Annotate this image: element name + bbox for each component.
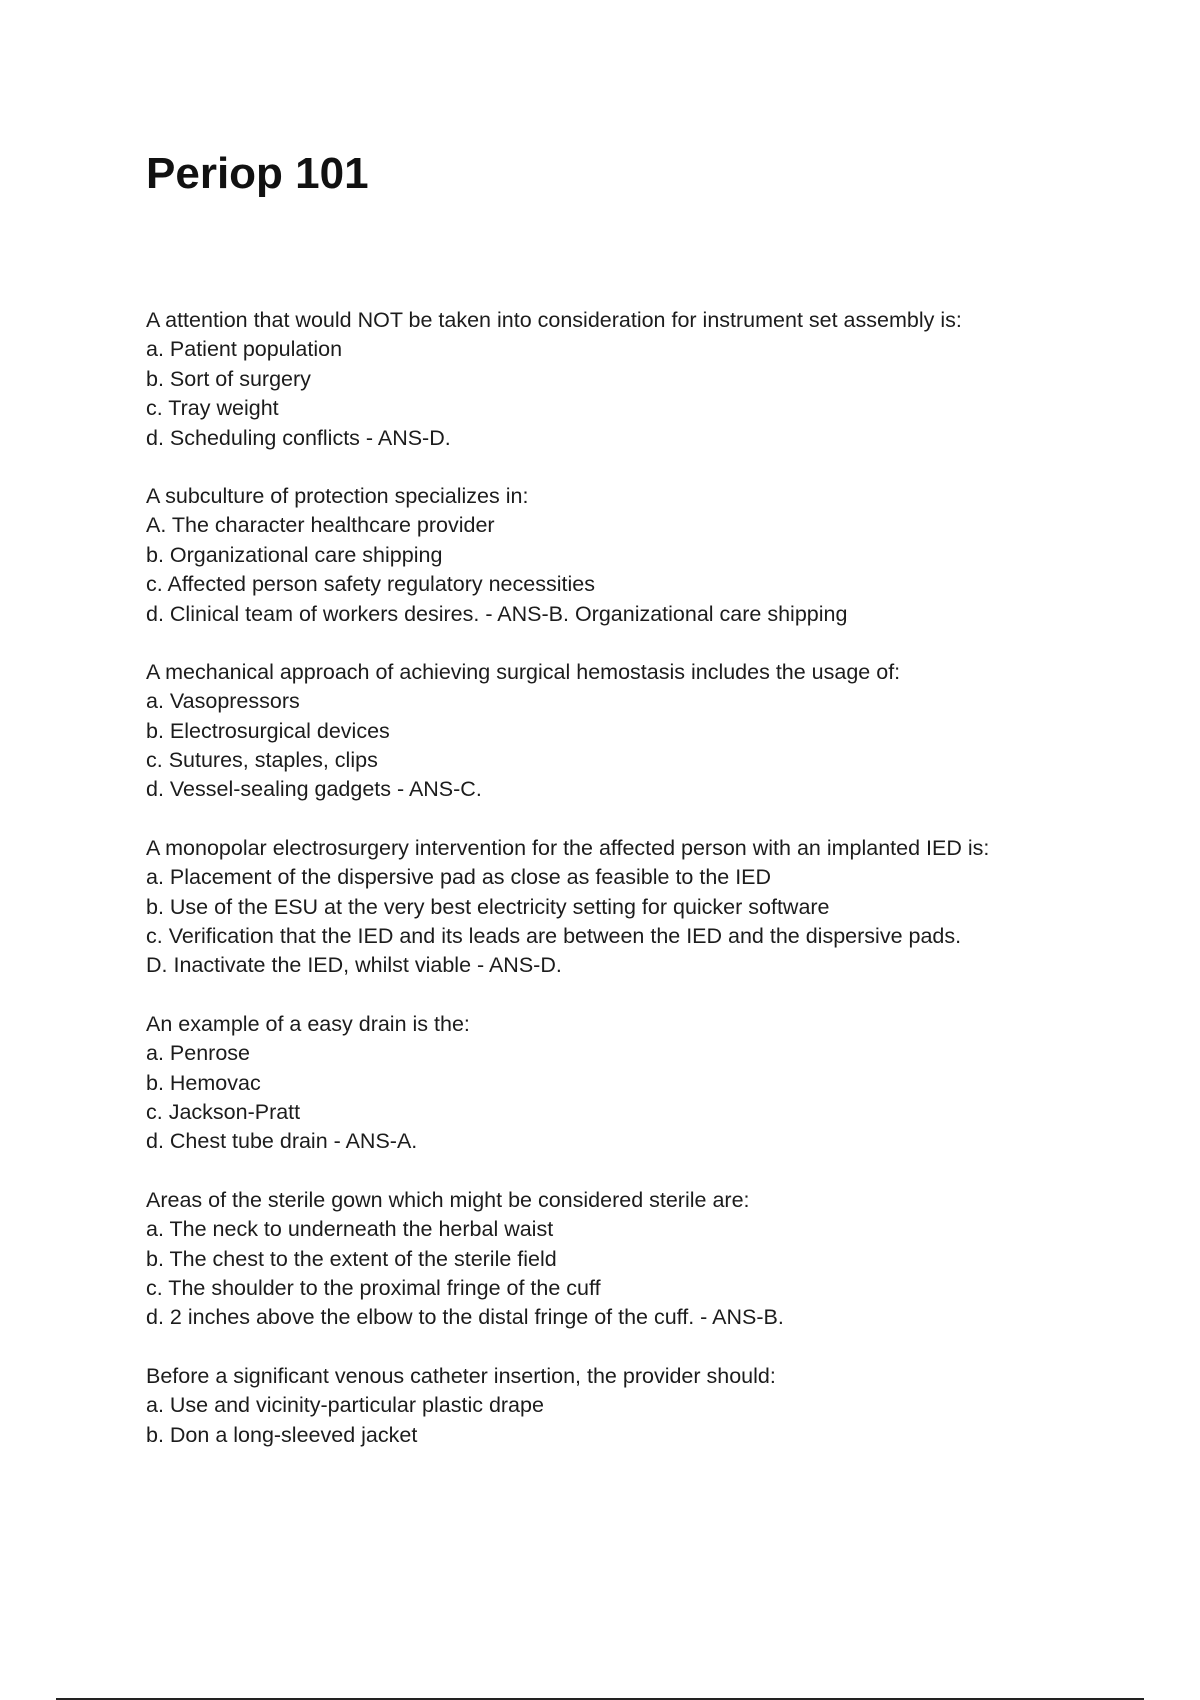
answer-option: c. Jackson-Pratt [146, 1099, 301, 1124]
question-block [146, 834, 1106, 981]
answer-option: b. Hemovac [146, 1070, 261, 1095]
question-prompt: A attention that would NOT be taken into consideration for instrument set assembly is: [146, 308, 962, 332]
question-prompt: A mechanical approach of achieving surgical hemostasis includes the usage of: [146, 659, 901, 684]
answer-option: c. Verification that the IED and its leads are between the IED and the dispersive pads. [146, 924, 962, 949]
answer-option: b. Don a long-sleeved jacket [146, 1422, 418, 1447]
answer-option: A. The character healthcare provider [146, 513, 495, 538]
answer-option: a. The neck to underneath the herbal waist [146, 1217, 554, 1242]
answer-option: b. Organizational care shipping [146, 542, 443, 567]
question-block [146, 658, 1106, 805]
question-prompt: Areas of the sterile gown which might be considered sterile are: [146, 1187, 750, 1212]
answer-option: d. Scheduling conflicts - ANS-D. [146, 425, 451, 450]
answer-option: a. Patient population [146, 337, 343, 362]
question-block [146, 1010, 1106, 1157]
question-list [146, 306, 1106, 1479]
question-block [146, 306, 1106, 453]
page-title: Periop 101 [146, 149, 369, 198]
answer-option: d. Chest tube drain - ANS-A. [146, 1129, 418, 1154]
answer-option: c. Tray weight [146, 396, 279, 421]
answer-option: a. Use and vicinity-particular plastic drape [146, 1393, 544, 1418]
question-block [146, 1186, 1106, 1333]
answer-option: D. Inactivate the IED, whilst viable - ANS-D. [146, 953, 562, 978]
answer-option: d. Clinical team of workers desires. - ANS-B. Organizational care shipping [146, 601, 848, 626]
answer-option: c. Sutures, staples, clips [146, 748, 378, 773]
answer-option: b. The chest to the extent of the sterile field [146, 1246, 557, 1271]
question-prompt: A monopolar electrosurgery intervention for the affected person with an implanted IED is: [146, 835, 990, 860]
answer-option: a. Vasopressors [146, 689, 300, 714]
answer-option: b. Sort of surgery [146, 366, 311, 391]
question-block [146, 1362, 1106, 1450]
answer-option: b. Electrosurgical devices [146, 718, 390, 743]
answer-option: c. Affected person safety regulatory necessities [146, 572, 595, 597]
answer-option: c. The shoulder to the proximal fringe of the cuff [146, 1275, 601, 1300]
question-prompt: Before a significant venous catheter insertion, the provider should: [146, 1363, 776, 1388]
answer-option: b. Use of the ESU at the very best electricity setting for quicker software [146, 894, 830, 919]
answer-option: d. Vessel-sealing gadgets - ANS-C. [146, 777, 482, 802]
answer-option: d. 2 inches above the elbow to the distal fringe of the cuff. - ANS-B. [146, 1305, 784, 1330]
question-prompt: A subculture of protection specializes in: [146, 483, 529, 508]
answer-option: a. Penrose [146, 1041, 250, 1066]
answer-option: a. Placement of the dispersive pad as close as feasible to the IED [146, 865, 772, 890]
question-block [146, 482, 1106, 629]
question-prompt: An example of a easy drain is the: [146, 1011, 470, 1036]
